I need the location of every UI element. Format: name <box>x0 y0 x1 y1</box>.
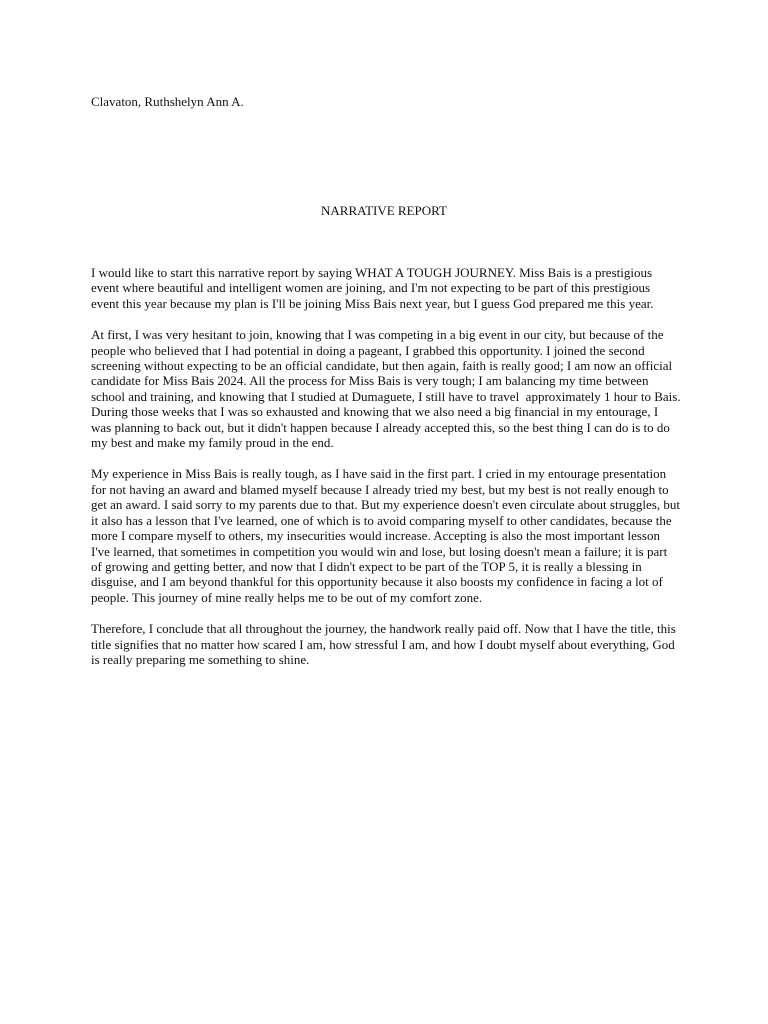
document-title: NARRATIVE REPORT <box>321 203 447 218</box>
paragraph-1: I would like to start this narrative report by saying WHAT A TOUGH JOURNEY. Miss Bais is a prestigious event where beautiful and intelligent women are joining, and I'm not expecting to be part of this prestigious event this year because my plan is I'll be joining Miss Bais next year, but I guess God prepared me this year. <box>91 265 656 311</box>
paragraph-2: At first, I was very hesitant to join, knowing that I was competing in a big event in our city, but because of the people who believed that I had potential in doing a pageant, I grabbed this opportunity. I joined the second screening without expecting to be an official candidate, but then again, faith is really good; I am now an official candidate for Miss Bais 2024. All the process for Miss Bais is very tough; I am balancing my time between school and training, and knowing that I studied at Dumaguete, I still have to travel approximately 1 hour to Bais. During those weeks that I was so exhausted and knowing that we also need a big financial in my entourage, I was planning to back out, but it didn't happen because I already accepted this, so the best thing I can do is to do my best and make my family proud in the end. <box>91 327 684 451</box>
author-name: Clavaton, Ruthshelyn Ann A. <box>91 94 244 109</box>
paragraph-4: Therefore, I conclude that all throughout the journey, the handwork really paid off. Now that I have the title, this title signifies that no matter how scared I am, how stressful I am, and how I doubt myself about everything, God is really preparing me something to shine. <box>91 621 680 667</box>
paragraph-3: My experience in Miss Bais is really tough, as I have said in the first part. I cried in my entourage presentation for not having an award and blamed myself because I already tried my best, but my best is not really enough to get an award. I said sorry to my parents due to that. But my experience doesn't even circulate about struggles, but it also has a lesson that I've learned, one of which is to avoid comparing myself to other candidates, because the more I compare myself to others, my insecurities would increase. Accepting is also the most important lesson I've learned, that sometimes in competition you would win and lose, but losing doesn't mean a failure; it is part of growing and getting better, and now that I didn't expect to be part of the TOP 5, it is really a blessing in disguise, and I am beyond thankful for this opportunity because it also boosts my confidence in facing a lot of people. This journey of mine really helps me to be out of my comfort zone. <box>91 466 684 605</box>
document-body <box>91 265 684 683</box>
